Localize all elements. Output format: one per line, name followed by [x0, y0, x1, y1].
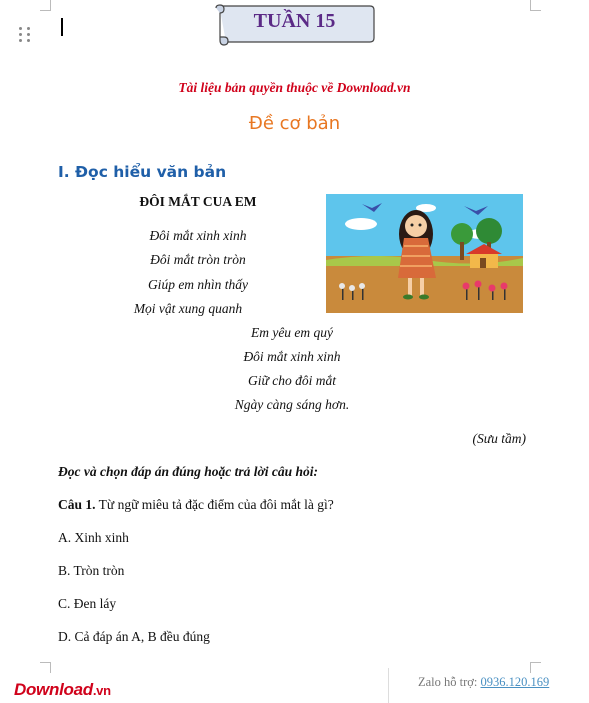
girl-illustration-icon [326, 194, 523, 313]
section-heading: I. Đọc hiểu văn bản [58, 163, 227, 181]
answer-option-d: D. Cả đáp án A, B đều đúng [58, 629, 210, 644]
download-logo[interactable] [14, 680, 111, 700]
support-phone-link[interactable]: 0936.120.169 [480, 675, 550, 689]
poem-line: Ngày càng sáng hơn. [234, 397, 350, 412]
support-contact [418, 675, 549, 690]
question-label: Câu 1. [58, 497, 96, 512]
page-corner-mark [530, 662, 541, 673]
poem-line: Em yêu em quý [250, 325, 334, 340]
answer-option-c: C. Đen láy [58, 596, 117, 611]
text-cursor [61, 18, 63, 36]
poem-title: ĐÔI MẮT CUA EM [139, 194, 257, 209]
page-corner-mark [530, 0, 541, 11]
answer-option-a: A. Xinh xinh [58, 530, 129, 545]
poem-line: Giữ cho đôi mắt [248, 373, 336, 388]
poem-source: (Sưu tầm) [472, 431, 526, 446]
page-corner-mark [40, 0, 51, 11]
difficulty-level: Đề cơ bản [248, 113, 341, 134]
question-text: Từ ngữ miêu tả đặc điểm của đôi mắt là gì? [95, 497, 334, 512]
support-label: Zalo hỗ trợ: [418, 675, 481, 689]
week-title: TUẦN 15 [253, 10, 336, 32]
poem-line: Mọi vật xung quanh [133, 301, 243, 316]
copyright-notice: Tài liệu bản quyền thuộc về Download.vn [178, 80, 411, 95]
poem-line: Đôi mắt tròn tròn [150, 252, 246, 267]
poem-line: Đôi mắt xinh xinh [149, 228, 247, 243]
instruction-text: Đọc và chọn đáp án đúng hoặc trả lời câu hỏi: [58, 464, 319, 479]
footer-divider [388, 668, 389, 703]
page-corner-mark [40, 662, 51, 673]
logo-tld: .vn [92, 683, 111, 698]
poem-line: Đôi mắt xinh xinh [243, 349, 341, 364]
logo-main: Download [14, 680, 93, 699]
poem-illustration [326, 194, 523, 313]
week-banner [212, 4, 377, 46]
answer-option-b: B. Tròn tròn [58, 563, 125, 578]
question-1 [58, 497, 334, 513]
poem-line: Giúp em nhìn thấy [147, 277, 249, 292]
drag-handle-icon[interactable] [18, 26, 34, 42]
